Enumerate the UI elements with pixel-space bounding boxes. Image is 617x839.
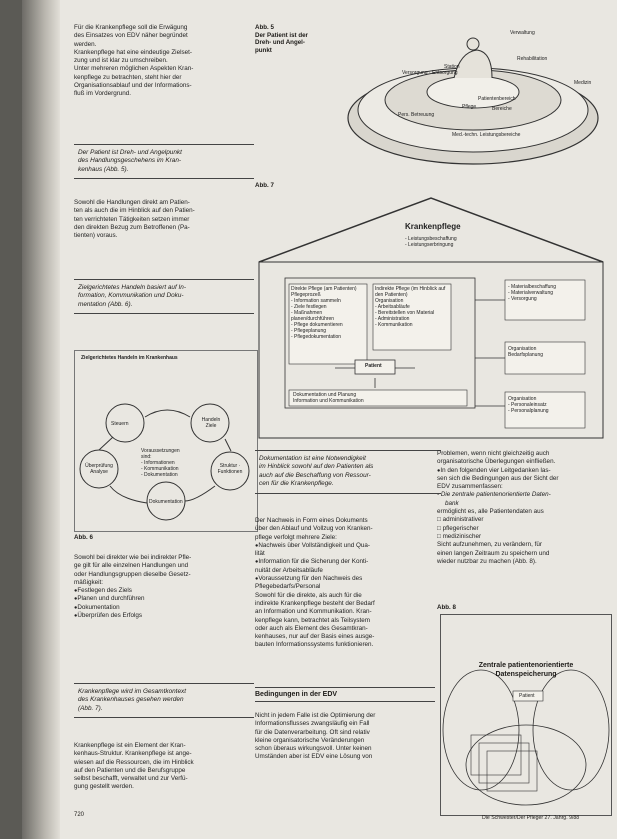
- abb5-label-versorgung: Versorgung · Entsorgung: [402, 70, 458, 76]
- figure-abb5: [342, 22, 604, 174]
- abb5-caption: Abb. 5 Der Patient ist der Dreh- und Angel- punkt: [255, 24, 308, 54]
- abb7-bottom-box: Dokumentation und Planung Information und Kommunikation: [293, 392, 364, 404]
- col1-highlight-box-1: Der Patient ist Dreh- und Angelpunkt des Handlungsgeschehens im Kran- kenhaus (Abb. 5).: [74, 144, 254, 179]
- figure-abb7: [255, 192, 607, 442]
- abb5-label-medizin: Medizin: [574, 80, 592, 86]
- scanned-page: [22, 0, 617, 839]
- abb8-title: Zentrale patientenorientierte Datenspeicherung: [478, 662, 574, 678]
- abb6-caption: Abb. 6: [74, 534, 93, 541]
- abb7-right-box-1: - Materialbeschaffung - Materialverwaltung - Versorgung: [508, 284, 556, 302]
- abb8-diagram: [441, 615, 611, 815]
- abb5-label-patientenbereich: Patientenbereich: [478, 96, 516, 102]
- abb7-patient: Patient: [365, 363, 382, 369]
- abb7-caption: Abb. 7: [255, 182, 274, 189]
- col1-intro: Für die Krankenpflege soll die Erwägung des Einsatzes von EDV näher begründet werden. Krankenpflege hat eine eindeutige Zielset- zung und ist klar zu umschreiben. Unter mehreren möglichen Aspekten Kran- kenpflege zu betrachten, steht hier der Organisationsablauf und der Informations- fluß im Vordergrund.: [74, 24, 194, 98]
- col1-paragraph-3: Sowohl bei direkter wie bei indirekter Pfle- ge gilt für alle einzelnen Handlungen und oder Handlungsgruppen dieselbe Gesetz- mäßigkeit: ● Festlegen des Ziels ● Planen und durchführen ● Dokumentation ● Überprüfen des Erfolgs: [74, 554, 256, 620]
- abb5-label-bereiche: Bereiche: [492, 106, 512, 112]
- col2-highlight-box: Dokumentation ist eine Notwendigkeit im Hinblick sowohl auf den Patienten als auch auf die Beschaffung von Ressour- cen für die Krankenpflege.: [255, 450, 441, 494]
- abb5-label-leistungsbereiche: Med.-techn. Leistungsbereiche: [452, 132, 521, 138]
- abb6-node-struktur: Struktur · Funktionen: [217, 463, 243, 475]
- abb7-subtitle: - Leistungsbeschaffung - Leistungserbringung: [405, 236, 457, 248]
- abb7-indirekte-pflege: Indirekte Pflege (im Hinblick auf den Patienten) Organisation - Arbeitsabläufe - Bereitstellen von Material - Administration - Kommunikation: [375, 286, 446, 328]
- abb8-patient-box: Patient: [519, 693, 535, 699]
- col1-highlight-box-2: Zielgerichtetes Handeln basiert auf In- formation, Kommunikation und Doku- mentation (Abb. 6).: [74, 279, 254, 314]
- col2-paragraph-3: Nicht in jedem Falle ist die Optimierung der Informationsflusses zwangsläufig ein Fall für die Datenverarbeitung. Oft sind relativ kleine organisatorische Veränderungen schon überaus wirkungsvoll. Unter keinen Umständen aber ist EDV eine Lösung von: [255, 712, 376, 761]
- col1-paragraph-4: Krankenpflege ist ein Element der Kran- kenhaus-Struktur. Krankenpflege ist ange- wiesen auf die Ressourcen, die im Hinblick auf den Patienten und die Berufsgruppe selbst beschafft, verwaltet und zur Verfü- gung gestellt werden.: [74, 742, 194, 791]
- col2-text: Der Nachweis in Form eines Dokuments über den Ablauf und Vollzug von Kranken- pflege verfolgt mehrere Ziele: ● Nachweis über Vollständigkeit und Qua- lität ● Information für die Sicherung der Konti- nuität der Arbeitsabläufe ● Voraussetzung für den Nachweis des Pflegebedarfs/Personal Sowohl für die direkte, als auch für die indirekte Krankenpflege besteht der Bedarf an Information und Kommunikation. Kran- kenpflege kann, betrachtet als Teilsystem oder auch als Element des Gesamtkran- kenhauses, nur auf der Basis eines ausge- bauten Informationssystems funktionieren.: [255, 517, 437, 650]
- abb8-caption: Abb. 8: [437, 604, 456, 611]
- col1-paragraph-2: Sowohl die Handlungen direkt am Patien- ten als auch die im Hinblick auf den Patien- ten verrichteten Tätigkeiten setzen immer den direkten Bezug zum Betroffenen (Pa- tienten) voraus.: [74, 199, 195, 240]
- col2-heading: Bedingungen in der EDV: [255, 687, 435, 702]
- journal-footer: Die Schwester/Der Pfleger 27. Jahrg. 9/88: [482, 815, 580, 821]
- book-spine-shadow: [22, 0, 60, 839]
- abb6-node-handeln: Handeln Ziele: [201, 417, 221, 429]
- abb5-label-pflege: Pflege: [462, 104, 477, 110]
- abb6-title: Zielgerichtetes Handeln im Krankenhaus: [81, 355, 178, 361]
- abb5-label-betreuung: Pers. Betreuung: [398, 112, 435, 118]
- abb5-label-station: Station: [444, 64, 460, 70]
- abb5-label-verwaltung: Verwaltung: [510, 30, 535, 36]
- figure-abb6: [74, 350, 258, 532]
- abb7-right-box-2: Organisation Bedarfsplanung: [508, 346, 544, 358]
- abb6-center-text: Voraussetzungen sind: - Informationen - Kommunikation - Dokumentation: [141, 448, 180, 478]
- col3-text: Problemen, wenn nicht gleichzeitig auch organisatorische Überlegungen einfließen. ● In den folgenden vier Leitgedanken las- sen sich die Bedingungen aus der Sicht der EDV zusammenfassen: - Die zentrale patientenorientierte Daten- bank ermöglicht es, alle Patientendaten aus □ administrativer □ pflegerischer □ medizinischer Sicht aufzunehmen, zu verändern, für einen langen Zeitraum zu speichern und wieder nutzbar zu machen (Abb. 8).: [437, 450, 609, 566]
- figure-abb8: [440, 614, 612, 816]
- abb5-label-rehabilitation: Rehabilitation: [517, 56, 548, 62]
- abb6-node-dokumentation: Dokumentation: [149, 499, 183, 505]
- abb5-disc-diagram: [342, 22, 604, 174]
- abb7-direkte-pflege: Direkte Pflege (am Patienten) Pflegeprozeß - Information sammeln - Ziele festlegen - Maßnahmen planen/durchführen - Pflege dokumentieren - Pflegeplanung - Pflegedokumentation: [291, 286, 357, 340]
- abb6-node-ueberpruefung: Überprüfung Analyse: [85, 463, 113, 475]
- abb6-node-steuern: Steuern: [111, 421, 129, 427]
- abb7-title: Krankenpflege: [405, 222, 461, 231]
- col1-highlight-box-3: Krankenpflege wird im Gesamtkontext des Krankenhauses gesehen werden (Abb. 7).: [74, 683, 254, 718]
- page-number: 720: [74, 812, 85, 818]
- abb7-right-box-3: Organisation - Personaleinsatz - Personalplanung: [508, 396, 549, 414]
